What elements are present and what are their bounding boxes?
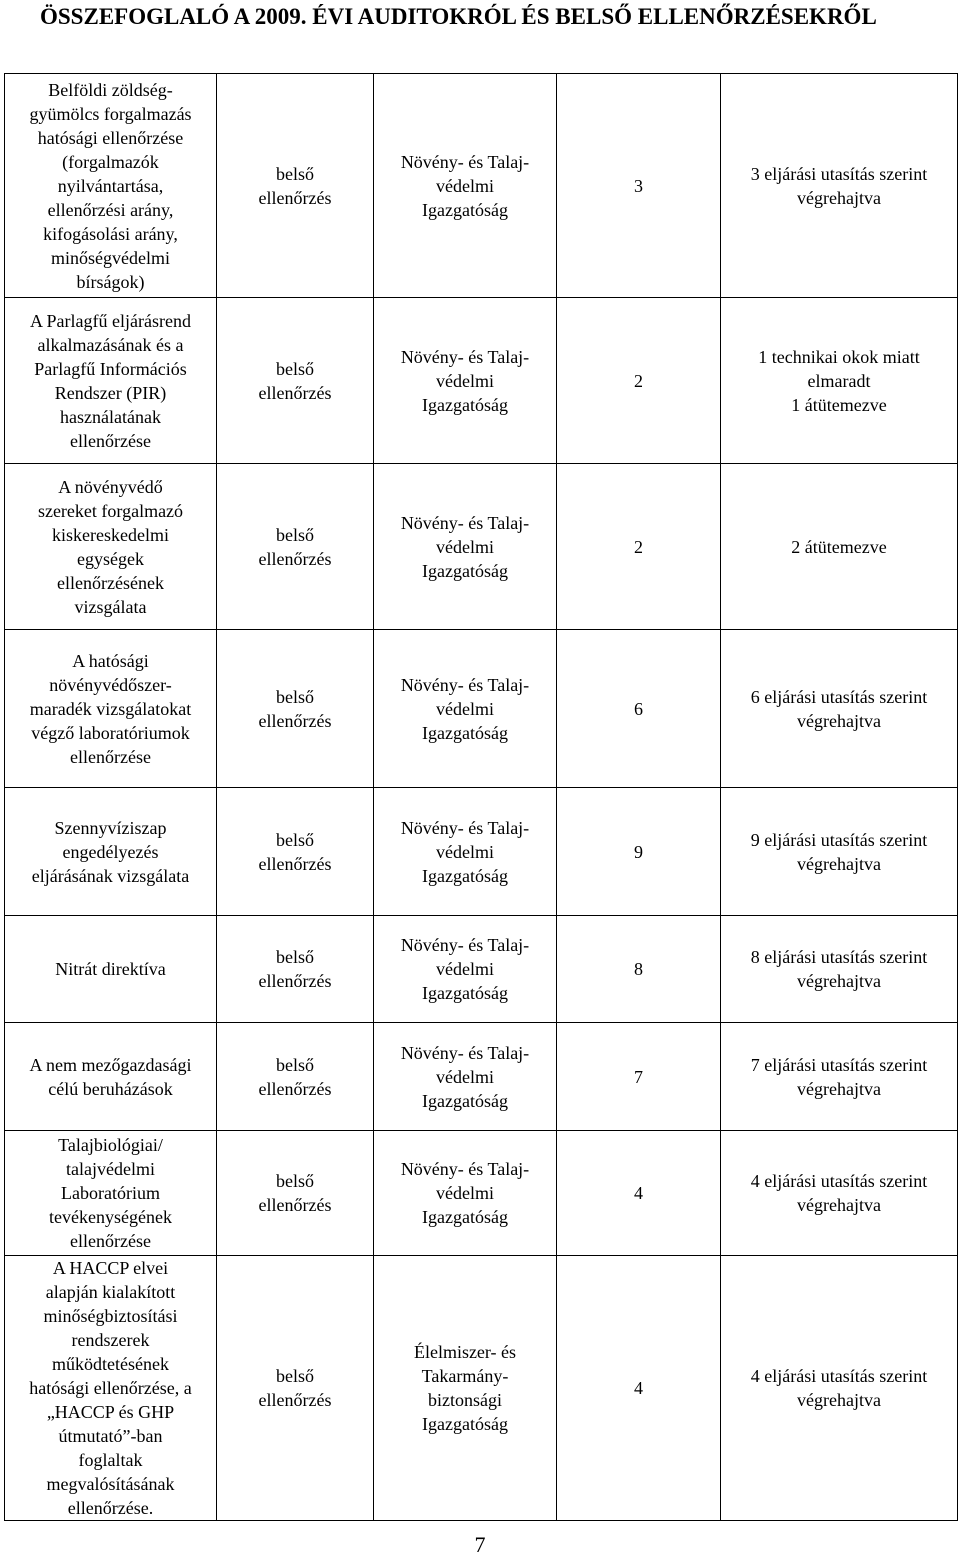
page-title: ÖSSZEFOGLALÓ A 2009. ÉVI AUDITOKRÓL ÉS BELSŐ ELLENŐRZÉSEKRŐL [40, 4, 877, 29]
unit-cell [374, 298, 557, 464]
table-row [5, 74, 958, 298]
cell-line: A hatósági [72, 650, 149, 671]
result-cell [721, 1256, 958, 1521]
cell-line: működtetésének [52, 1354, 169, 1374]
cell-line: végző laboratóriumok [31, 722, 190, 743]
cell-line: Talajbiológiai/ [58, 1135, 163, 1155]
cell-line: hatósági ellenőrzése [37, 127, 184, 148]
cell-line: belső [276, 686, 314, 707]
type-cell [217, 298, 374, 464]
cell-line: belső [276, 829, 314, 850]
cell-line: ellenőrzés [258, 710, 332, 731]
cell-line: belső [276, 1366, 314, 1386]
cell-line: védelmi [436, 370, 494, 391]
cell-line: alkalmazásának és a [37, 334, 184, 355]
cell-line: védelmi [436, 841, 494, 862]
count-cell: 9 [557, 788, 721, 916]
unit-cell [374, 630, 557, 788]
unit-cell [374, 788, 557, 916]
cell-line: ellenőrzés [258, 187, 332, 208]
cell-line: Igazgatóság [422, 865, 508, 886]
cell-line: Növény- és Talaj- [400, 674, 530, 695]
count-cell: 6 [557, 630, 721, 788]
count-cell: 2 [557, 464, 721, 630]
cell-line: ellenőrzés [258, 1195, 332, 1215]
cell-line: A növényvédő [58, 476, 163, 497]
cell-line: alapján kialakított [45, 1282, 176, 1302]
cell-line: végrehajtva [797, 853, 881, 874]
cell-line: Igazgatóság [422, 1090, 508, 1111]
cell-line: Takarmány- [421, 1366, 509, 1386]
cell-line: végrehajtva [797, 1078, 881, 1099]
table-row [5, 630, 958, 788]
table-row [5, 298, 958, 464]
unit-cell [374, 74, 557, 298]
subject-cell [5, 1023, 217, 1131]
cell-line: Növény- és Talaj- [400, 512, 530, 533]
count-cell: 3 [557, 74, 721, 298]
cell-line: belső [276, 1054, 314, 1075]
type-cell [217, 1131, 374, 1256]
cell-line: védelmi [436, 959, 494, 979]
result-cell [721, 464, 958, 630]
cell-line: foglaltak [78, 1450, 143, 1470]
cell-line: végrehajtva [797, 1195, 881, 1215]
cell-line: ellenőrzésének [57, 572, 164, 593]
unit-cell [374, 1256, 557, 1521]
cell-line: 9 eljárási utasítás szerint [750, 829, 928, 850]
cell-line: 2 átütemezve [791, 536, 887, 557]
cell-line: végrehajtva [797, 971, 881, 991]
cell-line: vizsgálata [74, 596, 147, 617]
result-cell [721, 916, 958, 1023]
cell-line: tevékenységének [49, 1207, 172, 1227]
cell-line: belső [276, 947, 314, 967]
cell-line: biztonsági [428, 1390, 502, 1410]
cell-line: ellenőrzés [258, 1390, 332, 1410]
cell-line: nyilvántartása, [57, 175, 164, 196]
type-cell [217, 1256, 374, 1521]
cell-line: minőségbiztosítási [43, 1306, 178, 1326]
cell-line: Igazgatóság [422, 983, 508, 1003]
cell-line: védelmi [436, 536, 494, 557]
cell-line: ellenőrzés [258, 382, 332, 403]
cell-line: 4 eljárási utasítás szerint [750, 1366, 928, 1386]
table-row [5, 1256, 958, 1521]
cell-line: ellenőrzése [70, 1231, 151, 1251]
cell-line: (forgalmazók [62, 151, 159, 172]
count-cell: 2 [557, 298, 721, 464]
cell-line: ellenőrzés [258, 853, 332, 874]
cell-line: Igazgatóság [422, 394, 508, 415]
cell-line: végrehajtva [797, 187, 881, 208]
subject-cell [5, 916, 217, 1023]
cell-line: 6 eljárási utasítás szerint [750, 686, 928, 707]
cell-line: belső [276, 524, 314, 545]
cell-line: ellenőrzés [258, 1078, 332, 1099]
table-row [5, 464, 958, 630]
cell-line: engedélyezés [62, 841, 159, 862]
cell-line: ellenőrzés [258, 971, 332, 991]
cell-line: növényvédőszer- [49, 674, 172, 695]
result-cell [721, 788, 958, 916]
cell-line: kiskereskedelmi [52, 524, 169, 545]
cell-line: Nitrát direktíva [55, 959, 166, 979]
subject-cell [5, 1256, 217, 1521]
subject-cell [5, 74, 217, 298]
type-cell [217, 1023, 374, 1131]
cell-line: Növény- és Talaj- [400, 151, 530, 172]
result-cell [721, 630, 958, 788]
table-row [5, 1131, 958, 1256]
count-cell: 7 [557, 1023, 721, 1131]
table-row [5, 916, 958, 1023]
cell-line: egységek [77, 548, 144, 569]
cell-line: Növény- és Talaj- [400, 346, 530, 367]
cell-line: kifogásolási arány, [43, 223, 178, 244]
cell-line: belső [276, 163, 314, 184]
table-row [5, 1023, 958, 1131]
cell-line: útmutató”-ban [58, 1426, 163, 1446]
result-cell [721, 1131, 958, 1256]
cell-line: Laboratórium [61, 1183, 160, 1203]
cell-line: talajvédelmi [66, 1159, 155, 1179]
cell-line: Növény- és Talaj- [400, 935, 530, 955]
cell-line: Növény- és Talaj- [400, 1042, 530, 1063]
cell-line: szereket forgalmazó [37, 500, 184, 521]
cell-line: végrehajtva [797, 710, 881, 731]
cell-line: védelmi [436, 175, 494, 196]
cell-line: 3 eljárási utasítás szerint [750, 163, 928, 184]
cell-line: maradék vizsgálatokat [29, 698, 192, 719]
subject-cell [5, 298, 217, 464]
cell-line: A nem mezőgazdasági [29, 1054, 192, 1075]
cell-line: rendszerek [71, 1330, 150, 1350]
subject-cell [5, 1131, 217, 1256]
result-cell [721, 1023, 958, 1131]
type-cell [217, 630, 374, 788]
cell-line: védelmi [436, 1066, 494, 1087]
cell-line: Igazgatóság [422, 722, 508, 743]
cell-line: eljárásának vizsgálata [31, 865, 190, 886]
cell-line: megvalósításának [46, 1474, 175, 1494]
cell-line: Parlagfű Információs [34, 358, 187, 379]
unit-cell [374, 1023, 557, 1131]
cell-line: Rendszer (PIR) [54, 382, 167, 403]
cell-line: Igazgatóság [422, 199, 508, 220]
type-cell [217, 916, 374, 1023]
result-cell [721, 74, 958, 298]
cell-line: bírságok) [76, 271, 145, 292]
table-row [5, 788, 958, 916]
audit-summary-table [4, 73, 958, 1521]
cell-line: Igazgatóság [422, 1414, 508, 1434]
cell-line: célú beruházások [48, 1078, 173, 1099]
page-number: 7 [474, 1532, 486, 1557]
cell-line: „HACCP és GHP [46, 1402, 175, 1422]
cell-line: ellenőrzési arány, [47, 199, 174, 220]
cell-line: ellenőrzése [70, 430, 151, 451]
cell-line: Növény- és Talaj- [400, 1159, 530, 1179]
subject-cell [5, 464, 217, 630]
unit-cell [374, 464, 557, 630]
cell-line: védelmi [436, 698, 494, 719]
cell-line: Igazgatóság [422, 1207, 508, 1227]
unit-cell [374, 1131, 557, 1256]
cell-line: ellenőrzés [258, 548, 332, 569]
count-cell: 4 [557, 1131, 721, 1256]
cell-line: 4 eljárási utasítás szerint [750, 1171, 928, 1191]
count-cell: 4 [557, 1256, 721, 1521]
cell-line: gyümölcs forgalmazás [29, 103, 192, 124]
cell-line: Belföldi zöldség- [48, 79, 173, 100]
count-cell: 8 [557, 916, 721, 1023]
cell-line: használatának [60, 406, 161, 427]
cell-line: elmaradt [807, 370, 871, 391]
cell-line: ellenőrzése. [67, 1498, 154, 1518]
cell-line: 8 eljárási utasítás szerint [750, 947, 928, 967]
subject-cell [5, 788, 217, 916]
cell-line: 1 átütemezve [791, 394, 887, 415]
type-cell [217, 788, 374, 916]
cell-line: belső [276, 1171, 314, 1191]
unit-cell [374, 916, 557, 1023]
type-cell [217, 464, 374, 630]
cell-line: minőségvédelmi [51, 247, 170, 268]
cell-line: védelmi [436, 1183, 494, 1203]
cell-line: hatósági ellenőrzése, a [29, 1378, 192, 1398]
cell-line: 1 technikai okok miatt [758, 346, 920, 367]
type-cell [217, 74, 374, 298]
cell-line: Igazgatóság [422, 560, 508, 581]
subject-cell [5, 630, 217, 788]
cell-line: belső [276, 358, 314, 379]
result-cell [721, 298, 958, 464]
cell-line: A Parlagfű eljárásrend [30, 310, 191, 331]
cell-line: Élelmiszer- és [413, 1342, 517, 1362]
cell-line: végrehajtva [797, 1390, 881, 1410]
cell-line: ellenőrzése [70, 746, 151, 767]
cell-line: Növény- és Talaj- [400, 817, 530, 838]
cell-line: 7 eljárási utasítás szerint [750, 1054, 928, 1075]
cell-line: A HACCP elvei [52, 1258, 169, 1278]
cell-line: Szennyvíziszap [54, 817, 167, 838]
